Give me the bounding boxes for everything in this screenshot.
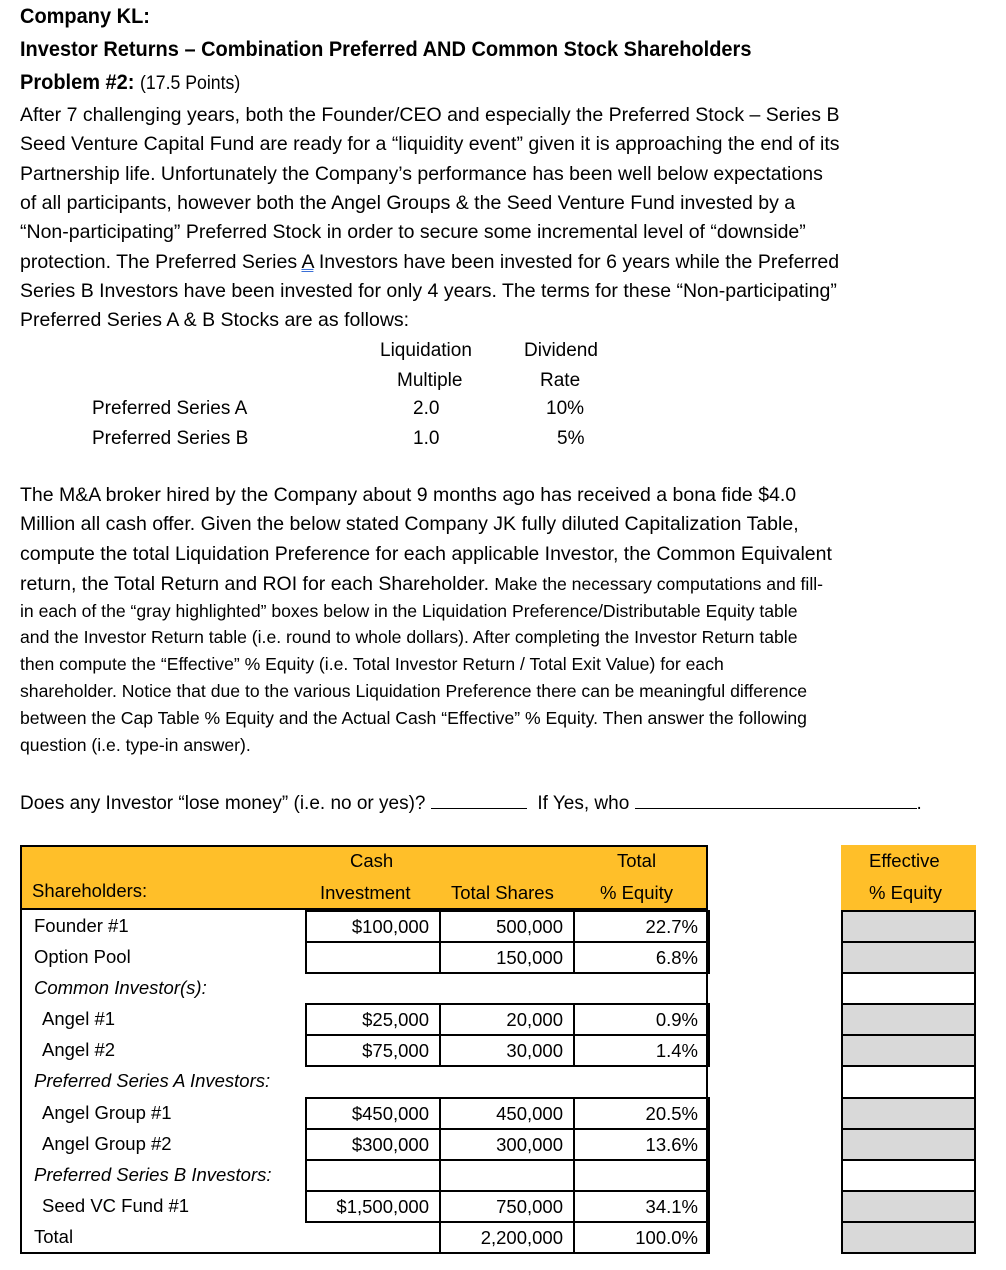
question-text: Does any Investor “lose money” (i.e. no or yes)? bbox=[20, 793, 426, 814]
effective-equity-input[interactable] bbox=[841, 1221, 976, 1254]
cash-cell: $1,500,000 bbox=[305, 1190, 441, 1223]
problem-heading bbox=[20, 70, 240, 95]
paragraph-line: Million all cash offer. Given the below stated Company JK fully diluted Capitalization Table, bbox=[20, 513, 799, 535]
effective-equity-input bbox=[841, 972, 976, 1005]
effective-equity-input[interactable] bbox=[841, 1034, 976, 1067]
paragraph-line: shareholder. Notice that due to the various Liquidation Preference there can be meaningful difference bbox=[20, 681, 808, 701]
header-total: Total bbox=[617, 850, 657, 871]
equity-cell: 34.1% bbox=[573, 1190, 710, 1223]
paragraph-line: between the Cap Table % Equity and the Actual Cash “Effective” % Equity. Then answer the following bbox=[20, 708, 807, 728]
shareholder-name: Option Pool bbox=[34, 945, 131, 967]
effective-equity-input bbox=[841, 1065, 976, 1099]
text-span: Investors have been invested for 6 years while the Preferred bbox=[313, 250, 840, 273]
cash-cell: $300,000 bbox=[305, 1128, 441, 1161]
shareholder-name: Angel #2 bbox=[42, 1038, 116, 1060]
text-span: Make the necessary computations and fill- bbox=[494, 574, 823, 594]
effective-equity-input[interactable] bbox=[841, 1128, 976, 1161]
effective-equity-input[interactable] bbox=[841, 941, 976, 974]
cash-cell: $450,000 bbox=[305, 1097, 441, 1130]
shares-cell: 500,000 bbox=[439, 910, 575, 943]
who-answer-field[interactable] bbox=[635, 792, 917, 809]
paragraph-line: After 7 challenging years, both the Founder/CEO and especially the Preferred Stock – Series B bbox=[20, 104, 840, 126]
empty-cell bbox=[439, 1159, 575, 1192]
paragraph-line: and the Investor Return table (i.e. round to whole dollars). After completing the Investor Return table bbox=[20, 627, 798, 647]
liquidation-multiple: 1.0 bbox=[413, 428, 440, 449]
equity-cell: 1.4% bbox=[573, 1034, 710, 1067]
liquidation-multiple: 2.0 bbox=[413, 398, 440, 419]
equity-cell: 0.9% bbox=[573, 1003, 710, 1036]
empty-cell bbox=[305, 1159, 441, 1192]
shareholder-name: Founder #1 bbox=[34, 914, 129, 936]
shares-cell: 20,000 bbox=[439, 1003, 575, 1036]
effective-equity-input[interactable] bbox=[841, 1097, 976, 1130]
dividend-rate-header: Dividend bbox=[524, 340, 598, 361]
effective-equity-input bbox=[841, 1159, 976, 1192]
shares-cell: 750,000 bbox=[439, 1190, 575, 1223]
liquidation-multiple-header: Multiple bbox=[397, 370, 463, 391]
text-span: A bbox=[301, 250, 314, 273]
cash-cell: $100,000 bbox=[305, 910, 441, 943]
cash-cell bbox=[305, 941, 441, 974]
header-shareholders: Shareholders: bbox=[32, 880, 148, 901]
text-span: protection. The Preferred Series bbox=[20, 250, 302, 273]
question-end: . bbox=[916, 793, 922, 814]
shares-cell: 30,000 bbox=[439, 1034, 575, 1067]
cash-cell: $75,000 bbox=[305, 1034, 441, 1067]
header-total-shares: Total Shares bbox=[451, 882, 554, 903]
header-equity: % Equity bbox=[600, 882, 674, 903]
equity-cell: 6.8% bbox=[573, 941, 710, 974]
paragraph-line: compute the total Liquidation Preference for each applicable Investor, the Common Equivalent bbox=[20, 543, 832, 565]
paragraph-line bbox=[20, 573, 823, 596]
company-title: Company KL: bbox=[20, 4, 150, 28]
dividend-rate-header: Rate bbox=[540, 370, 581, 391]
header-investment: Investment bbox=[320, 882, 411, 903]
paragraph-line: Partnership life. Unfortunately the Company’s performance has been well below expectations bbox=[20, 162, 823, 185]
dividend-rate: 10% bbox=[546, 398, 585, 419]
text-span: return, the Total Return and ROI for each Shareholder. bbox=[20, 573, 495, 595]
paragraph-line: in each of the “gray highlighted” boxes below in the Liquidation Preference/Distributable Equity table bbox=[20, 601, 798, 621]
shareholder-name: Preferred Series A Investors: bbox=[34, 1070, 271, 1091]
dividend-rate: 5% bbox=[557, 428, 585, 449]
shareholder-name: Seed VC Fund #1 bbox=[42, 1194, 190, 1216]
header-effective-equity: % Equity bbox=[869, 882, 943, 903]
header-cash: Cash bbox=[350, 850, 394, 871]
paragraph-line: question (i.e. type-in answer). bbox=[20, 735, 251, 755]
problem-number: Problem #2: bbox=[20, 70, 135, 94]
equity-total-cell: 100.0% bbox=[573, 1221, 710, 1254]
series-name: Preferred Series B bbox=[92, 428, 249, 449]
paragraph-line: The M&A broker hired by the Company about 9 months ago has received a bona fide $4.0 bbox=[20, 484, 797, 506]
equity-cell: 13.6% bbox=[573, 1128, 710, 1161]
empty-cell bbox=[573, 1159, 710, 1192]
shareholder-name: Angel Group #1 bbox=[42, 1101, 172, 1123]
shareholder-name: Preferred Series B Investors: bbox=[34, 1163, 272, 1185]
paragraph-line: then compute the “Effective” % Equity (i.e. Total Investor Return / Total Exit Value) for each bbox=[20, 654, 724, 674]
effective-equity-input[interactable] bbox=[841, 910, 976, 943]
effective-equity-input[interactable] bbox=[841, 1190, 976, 1223]
paragraph-line: Preferred Series A & B Stocks are as follows: bbox=[20, 309, 410, 332]
paragraph-line: of all participants, however both the Angel Groups & the Seed Venture Fund invested by a bbox=[20, 191, 796, 214]
shares-cell: 300,000 bbox=[439, 1128, 575, 1161]
shares-cell: 150,000 bbox=[439, 941, 575, 974]
followup-text: If Yes, who bbox=[537, 793, 630, 814]
paragraph-line bbox=[20, 251, 839, 274]
problem-points: (17.5 Points) bbox=[140, 73, 241, 94]
paragraph-line: “Non-participating” Preferred Stock in order to secure some incremental level of “downside” bbox=[20, 221, 806, 244]
equity-cell: 22.7% bbox=[573, 910, 710, 943]
page-subtitle: Investor Returns – Combination Preferred AND Common Stock Shareholders bbox=[20, 37, 752, 61]
lose-money-question bbox=[20, 792, 922, 815]
effective-equity-input[interactable] bbox=[841, 1003, 976, 1036]
paragraph-line: Seed Venture Capital Fund are ready for a “liquidity event” given it is approaching the end of its bbox=[20, 133, 840, 156]
paragraph-line: Series B Investors have been invested for only 4 years. The terms for these “Non-participating” bbox=[20, 279, 837, 302]
shares-total-cell: 2,200,000 bbox=[439, 1221, 575, 1254]
yes-no-answer-field[interactable] bbox=[431, 792, 527, 809]
header-effective: Effective bbox=[869, 850, 940, 871]
shareholder-name: Total bbox=[34, 1225, 74, 1247]
shareholder-name: Angel #1 bbox=[42, 1007, 116, 1029]
shareholder-name: Angel Group #2 bbox=[42, 1132, 172, 1154]
cash-cell: $25,000 bbox=[305, 1003, 441, 1036]
shareholder-name: Common Investor(s): bbox=[34, 976, 207, 998]
series-name: Preferred Series A bbox=[92, 398, 248, 419]
equity-cell: 20.5% bbox=[573, 1097, 710, 1130]
shares-cell: 450,000 bbox=[439, 1097, 575, 1130]
liquidation-multiple-header: Liquidation bbox=[380, 340, 472, 361]
